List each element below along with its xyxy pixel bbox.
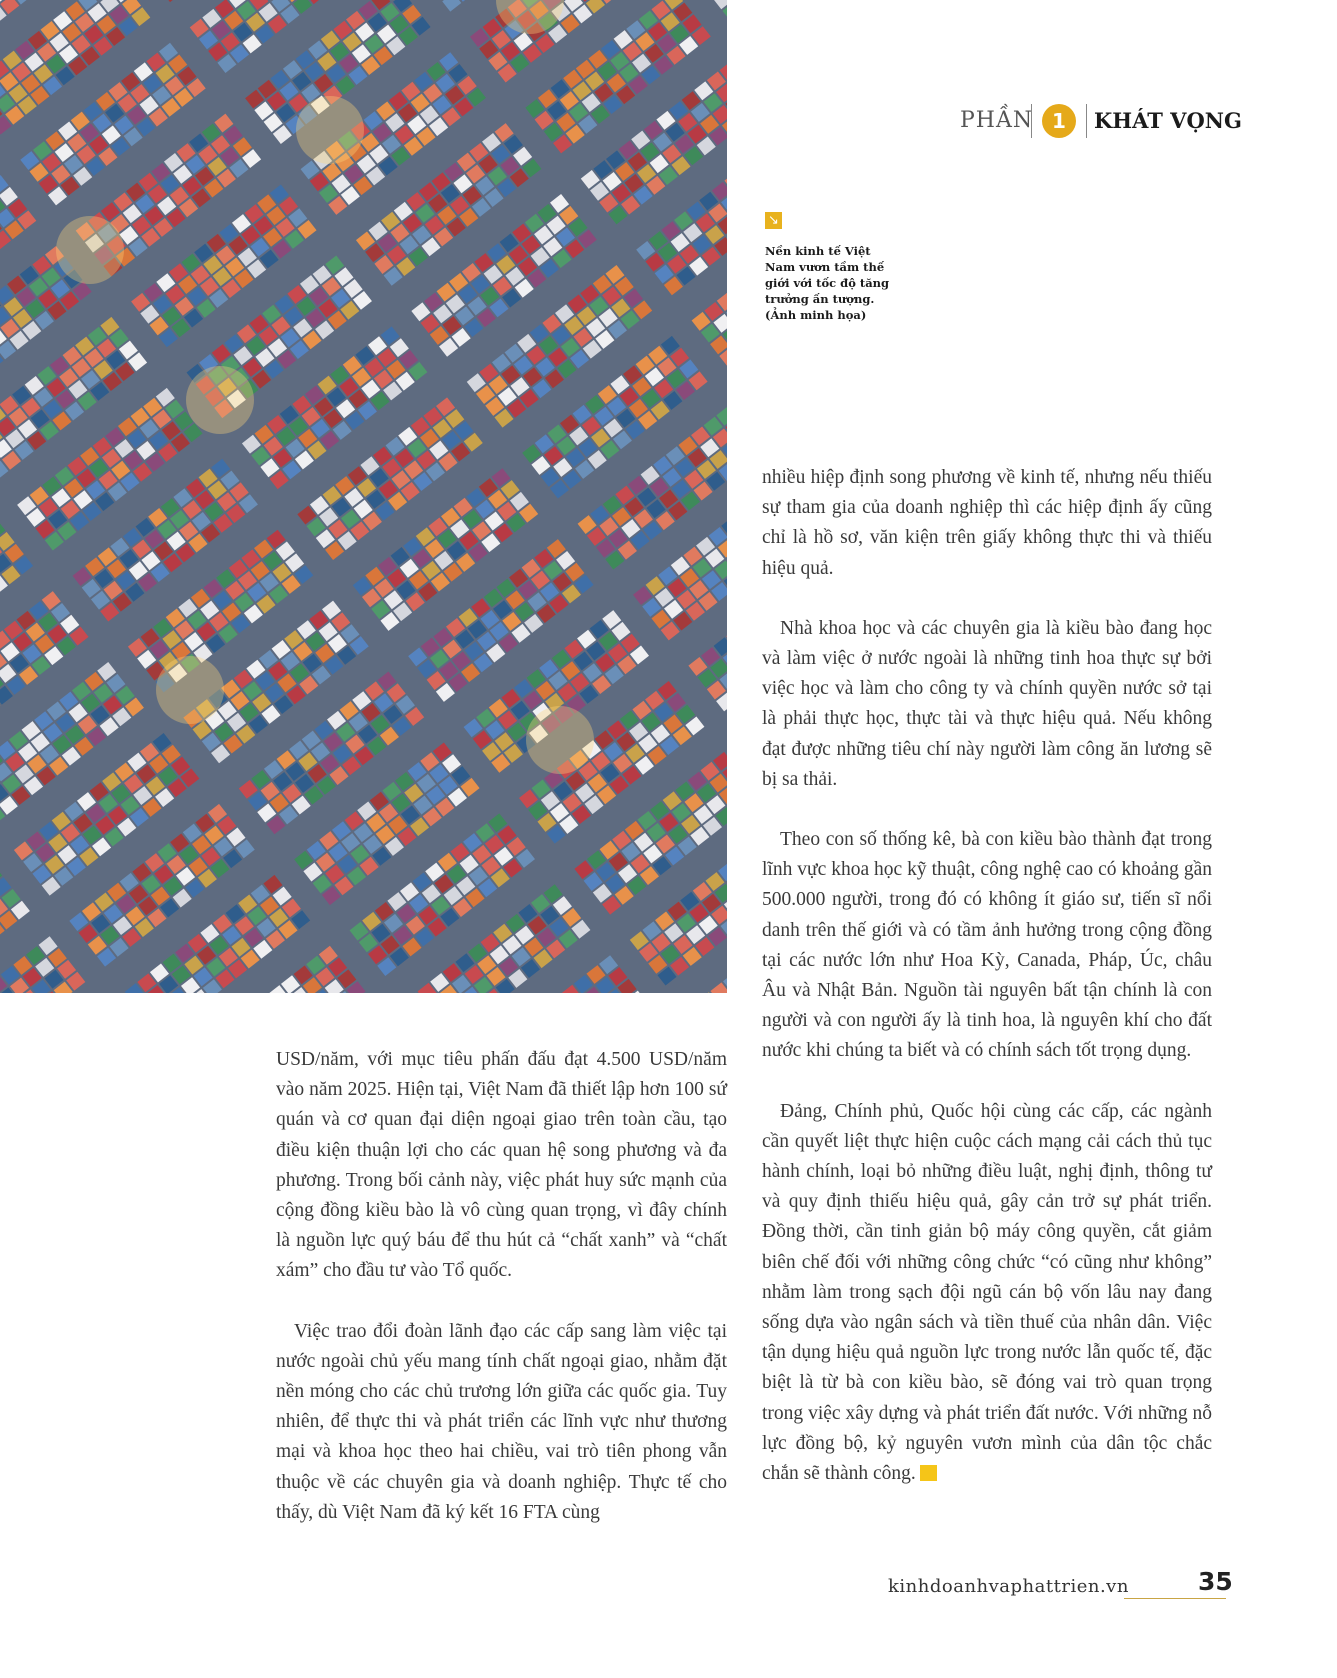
page-number: 35: [1198, 1567, 1233, 1596]
paragraph: USD/năm, với mục tiêu phấn đấu đạt 4.500 USD/năm vào năm 2025. Hiện tại, Việt Nam đã thiết lập hơn 100 sứ quán và cơ quan đại diện ngoại giao trên toàn cầu, tạo điều kiện thuận lợi cho các quan hệ song phương và đa phương. Trong bối cảnh này, việc phát huy sức mạnh của cộng đồng kiều bào là vô cùng quan trọng, vì đây chính là nguồn lực quý báu để thu hút cả “chất xanh” và “chất xám” cho đầu tư vào Tổ quốc.: [276, 1049, 727, 1282]
article-end-mark: [920, 1465, 937, 1481]
paragraph: [762, 1097, 1212, 1490]
header-divider: [1031, 104, 1032, 138]
left-column: [276, 1045, 727, 1558]
part-label: PHẦN: [960, 108, 1034, 133]
footer-rule: [1124, 1598, 1226, 1599]
paragraph: Việc trao đổi đoàn lãnh đạo các cấp sang làm việc tại nước ngoài chủ yếu mang tính chất ngoại giao, nhằm đặt nền móng cho các chủ trương lớn giữa các quốc gia. Tuy nhiên, để thực thi và phát triển các lĩnh vực như thương mại và khoa học theo hai chiều, vai trò tiên phong vẫn thuộc về các chuyên gia và doanh nghiệp. Thực tế cho thấy, dù Việt Nam đã ký kết 16 FTA cùng: [276, 1320, 727, 1523]
section-title: KHÁT VỌNG: [1094, 108, 1242, 133]
header-divider: [1086, 104, 1087, 138]
port-container-photo: [0, 0, 727, 993]
right-column: [762, 463, 1212, 1519]
section-header: [960, 102, 1242, 142]
part-number-badge: 1: [1042, 104, 1076, 138]
paragraph: Nhà khoa học và các chuyên gia là kiều bào đang học và làm việc ở nước ngoài là những tinh hoa thực sự bởi việc học và làm cho công ty và chính quyền nước sở tại là phải thực học, thực tài và thực hiệu quả. Nếu không đạt được những tiêu chí này người làm công ăn lương sẽ bị sa thải.: [762, 617, 1212, 790]
paragraph-text: Đảng, Chính phủ, Quốc hội cùng các cấp, các ngành cần quyết liệt thực hiện cuộc cách mạng cải cách thủ tục hành chính, loại bỏ những điều luật, nghị định, thông tư và quy định thiếu hiệu quả, gây cản trở sự phát triển. Đồng thời, cần tinh giản bộ máy công quyền, cắt giảm biên chế đối với những công chức “có cũng như không” nhằm làm trong sạch đội ngũ cán bộ vốn lâu nay đang sống dựa vào ngân sách và tiền thuế của nhân dân. Việc tận dụng hiệu quả nguồn lực trong nước lẫn quốc tế, đặc biệt là từ bà con kiều bào, sẽ đóng vai trò quan trọng trong việc xây dựng và phát triển đất nước. Với những nỗ lực đồng bộ, kỷ nguyên vươn mình của dân tộc chắc chắn sẽ thành công.: [762, 1100, 1212, 1485]
container-port-illustration: [0, 0, 727, 993]
paragraph: Theo con số thống kê, bà con kiều bào thành đạt trong lĩnh vực khoa học kỹ thuật, công nghệ cao có khoảng gần 500.000 người, trong đó có không ít giáo sư, tiến sĩ nổi danh trên thế giới và có tầm ảnh hưởng trong cộng đồng tại các nước lớn như Hoa Kỳ, Canada, Pháp, Úc, châu Âu và Nhật Bản. Nguồn tài nguyên bất tận chính là con người và con người ấy là tinh hoa, là nguyên khí cho đất nước khi chúng ta biết và có chính sách tốt trọng dụng.: [762, 829, 1212, 1062]
website-url: kinhdoanhvaphattrien.vn: [888, 1576, 1129, 1597]
photo-caption: Nền kinh tế Việt Nam vươn tầm thế giới với tốc độ tăng trưởng ấn tượng. (Ảnh minh họa): [765, 244, 890, 322]
arrow-down-right-icon: ↘: [765, 212, 782, 229]
paragraph: nhiều hiệp định song phương về kinh tế, nhưng nếu thiếu sự tham gia của doanh nghiệp thì các hiệp định ấy cũng chỉ là hồ sơ, văn kiện trên giấy không thực thi và thiếu hiệu quả.: [762, 467, 1212, 579]
